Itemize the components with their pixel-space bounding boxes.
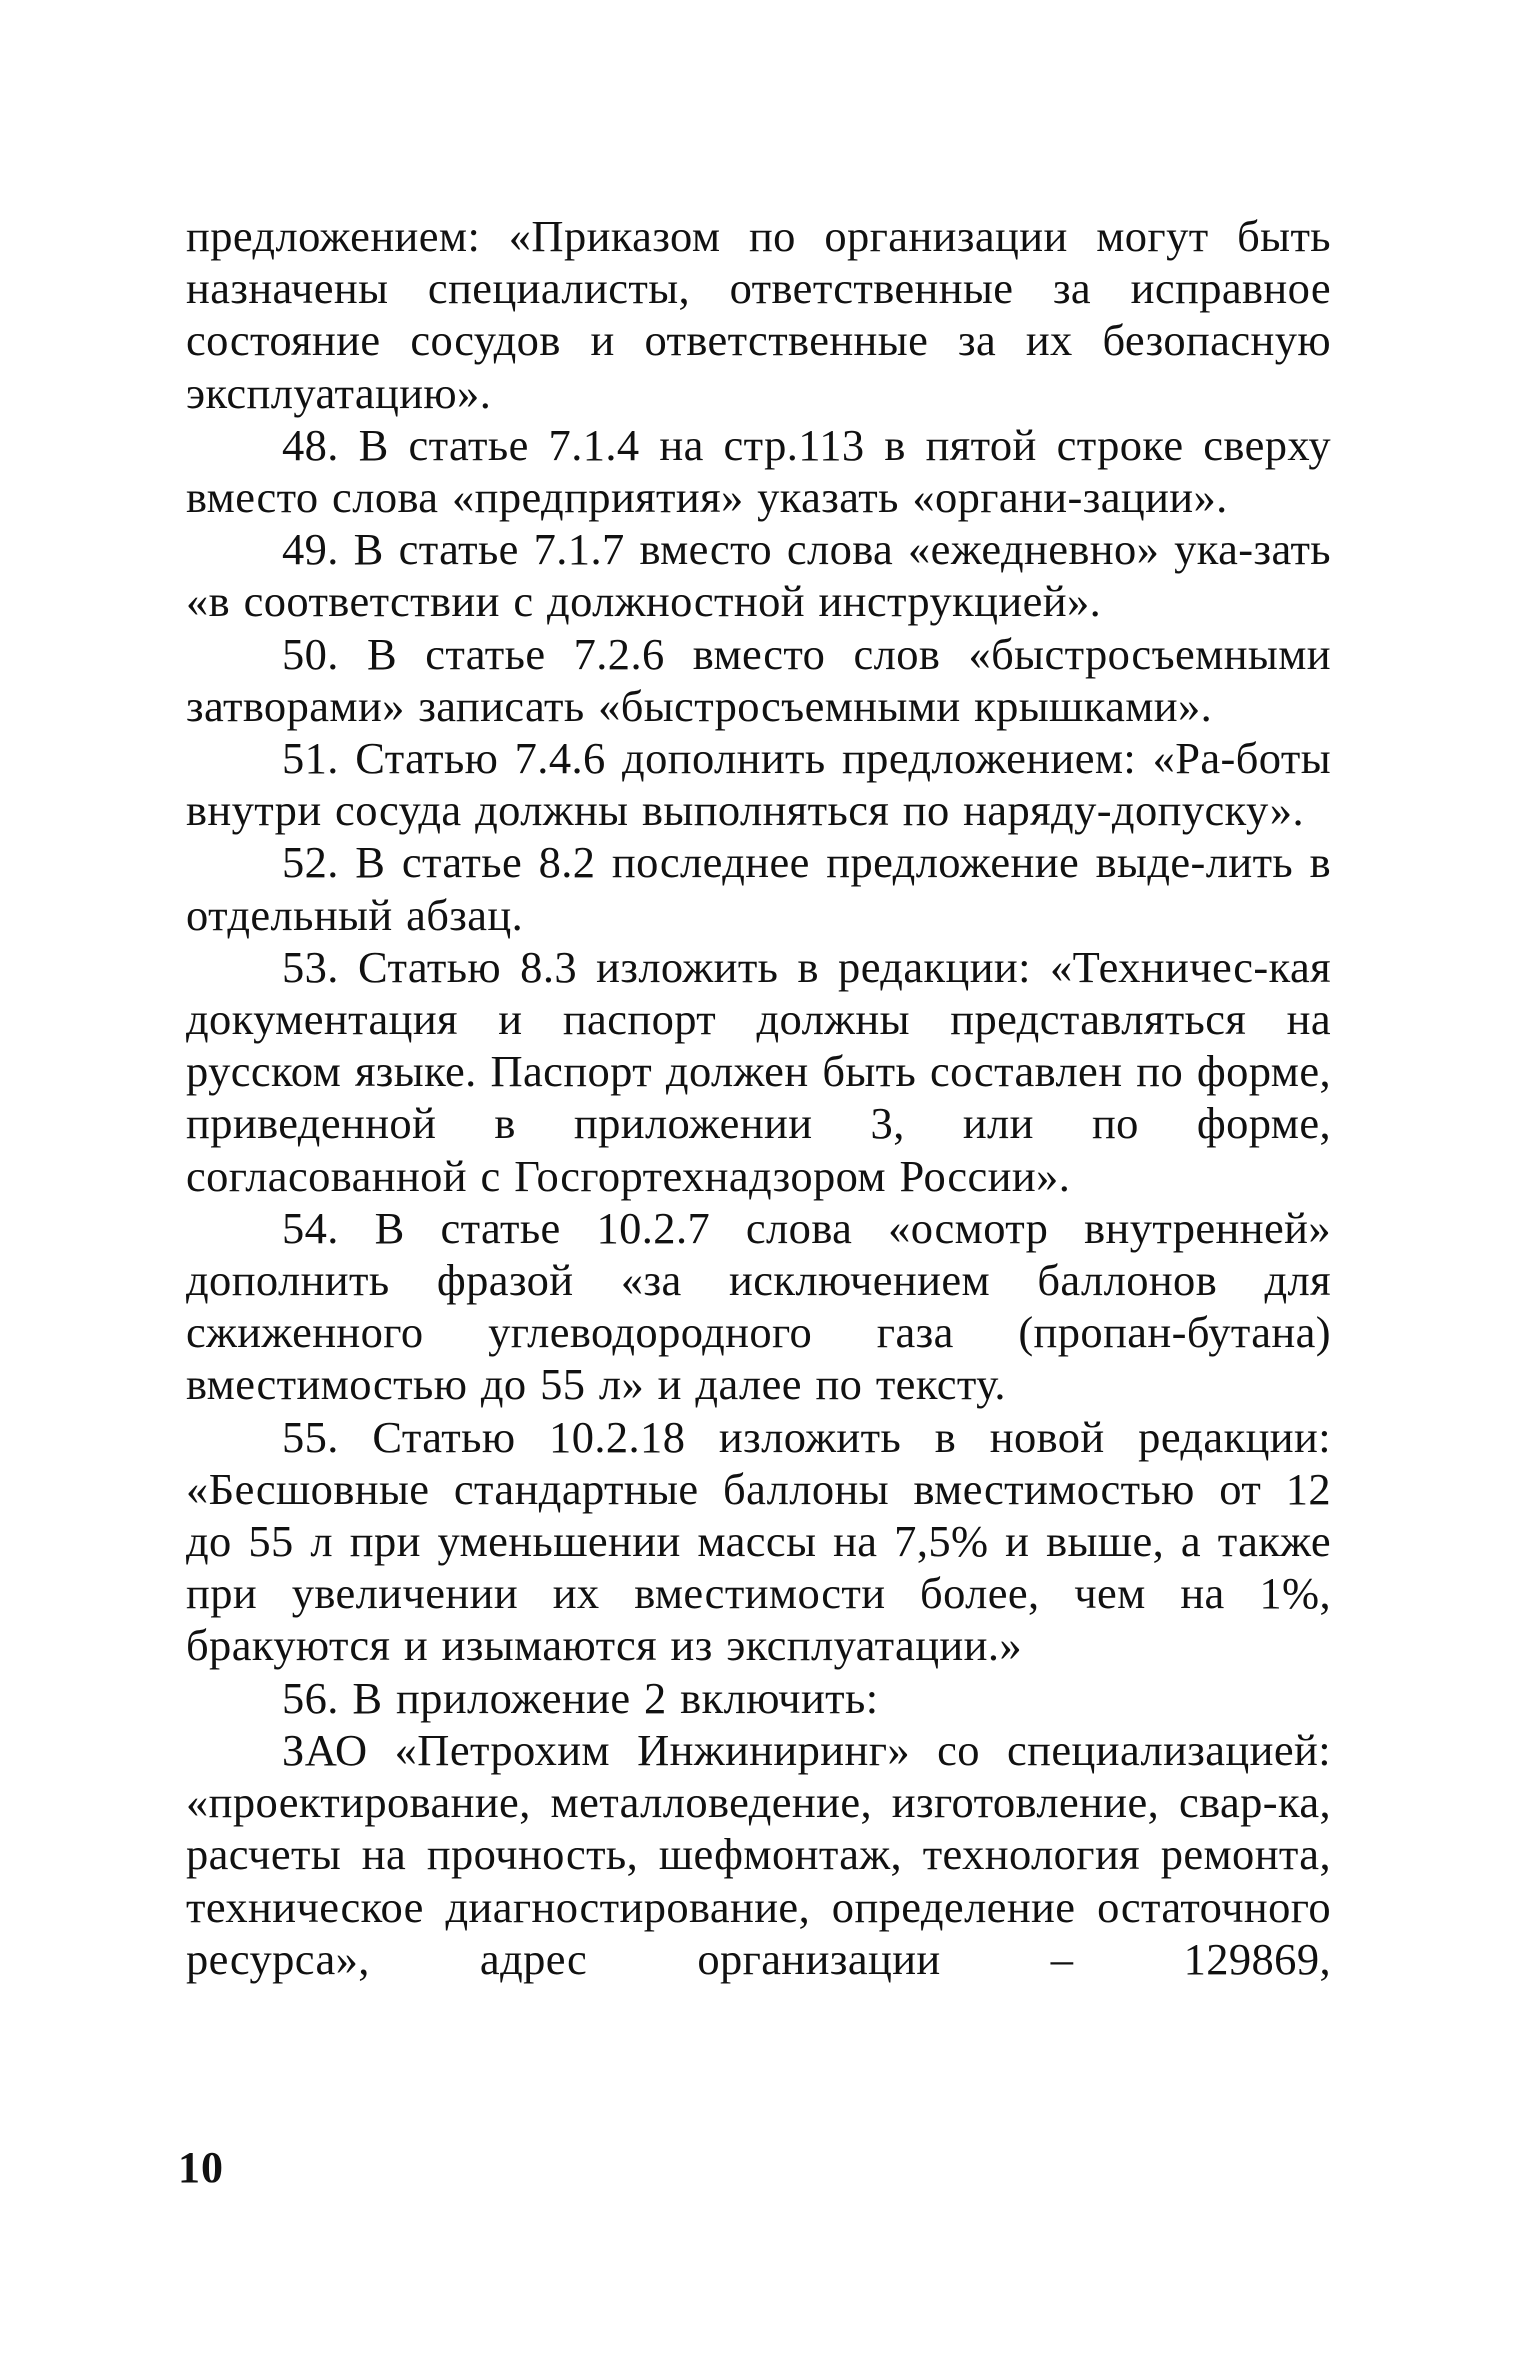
paragraph-continuation: предложением: «Приказом по организации могут быть назначены специалисты, ответственные за исправное состояние сосудов и ответственные за их безопасную эксплуатацию». [186,211,1331,418]
paragraph-item-48: 48. В статье 7.1.4 на стр.113 в пятой строке сверху вместо слова «предприятия» указать «органи-зации». [186,419,1331,523]
paragraph-item-54: 54. В статье 10.2.7 слова «осмотр внутренней» дополнить фразой «за исключением баллонов для сжиженного углеводородного газа (пропан-бутана) вместимостью до 55 л» и далее по тексту. [186,1202,1331,1410]
paragraph-item-50: 50. В статье 7.2.6 вместо слов «быстросъемными затворами» записать «быстросъемными крышками». [186,628,1331,731]
paragraph-item-53: 53. Статью 8.3 изложить в редакции: «Техничес-кая документация и паспорт должны представляться на русском языке. Паспорт должен быть составлен по форме, приведенной в приложении 3, или по форме, согласованной с Госгортехнадзором России». [186,941,1331,1201]
paragraph-item-56: 56. В приложение 2 включить: [282,1672,879,1723]
paragraph-item-55: 55. Статью 10.2.18 изложить в новой редакции: «Бесшовные стандартные баллоны вместимостью от 12 до 55 л при уменьшении массы на 7,5% и выше, а также при увеличении их вместимости более, чем на 1%, бракуются и изымаются из эксплуатации.» [186,1411,1331,1671]
page-number: 10 [178,2143,224,2192]
paragraph-item-51: 51. Статью 7.4.6 дополнить предложением: «Ра-боты внутри сосуда должны выполняться по наряду-допуску». [186,733,1331,836]
paragraph-item-52: 52. В статье 8.2 последнее предложение выде-лить в отдельный абзац. [186,837,1331,940]
paragraph-organization: ЗАО «Петрохим Инжиниринг» со специализацией: «проектирование, металловедение, изготовление, свар-ка, расчеты на прочность, шефмонтаж, технология ремонта, техническое диагностирование, определение остаточного ресурса», адрес организации – 129869, [186,1724,1331,1984]
paragraph-item-49: 49. В статье 7.1.7 вместо слова «ежедневно» ука-зать «в соответствии с должностной инструкцией». [186,524,1331,627]
body-text [186,210,1331,1985]
